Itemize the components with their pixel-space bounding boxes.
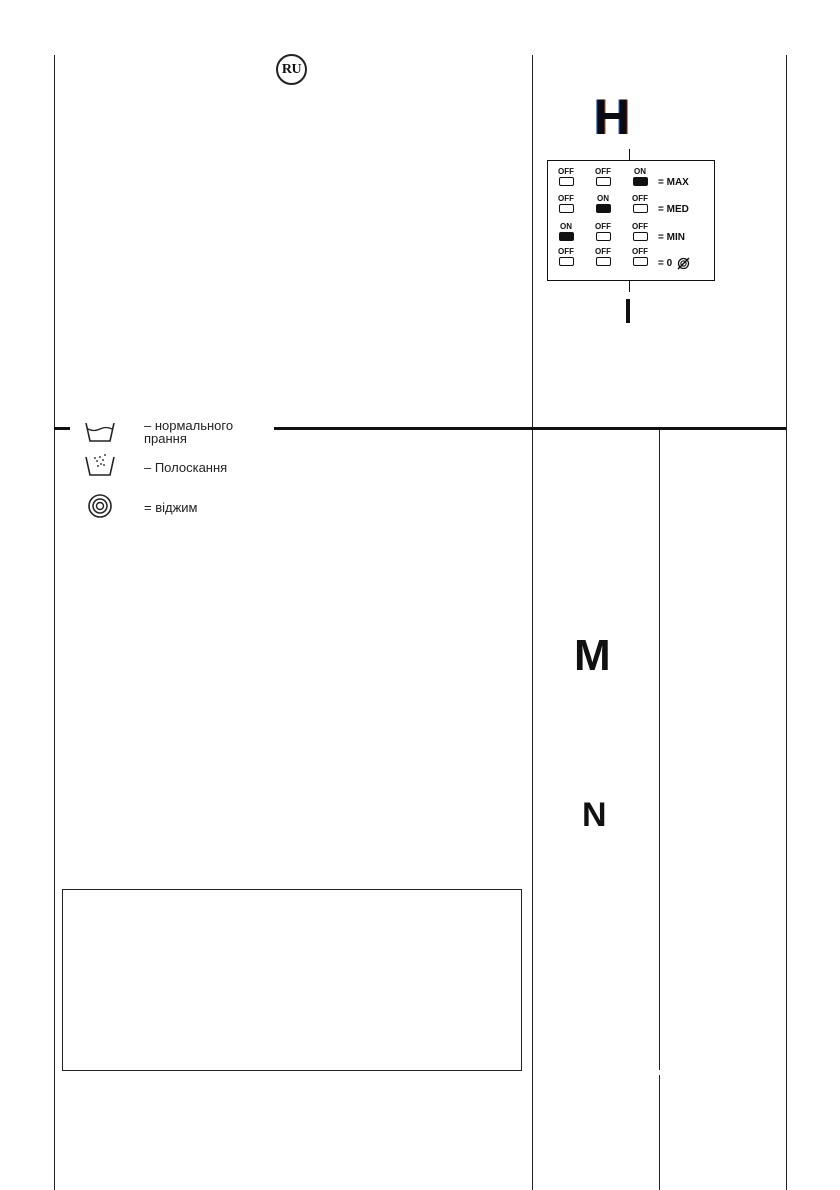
legend-text: – нормального прання: [144, 418, 234, 446]
setting-letter-n: N: [582, 796, 607, 834]
dip-switch: OFF: [630, 194, 650, 213]
dip-switch: OFF: [556, 194, 576, 213]
dip-switch-table: [547, 160, 715, 281]
language-badge: RU: [276, 54, 307, 85]
legend-text: – Полоскання: [144, 460, 228, 475]
column-divider-line: [532, 55, 533, 1190]
dip-switch: OFF: [630, 222, 650, 241]
dip-result-label: = MED: [658, 204, 689, 215]
setting-letter-m: M: [574, 631, 611, 680]
dip-switch: ON: [593, 194, 613, 213]
legend-text: = віджим: [144, 500, 198, 515]
dip-switch: ON: [556, 222, 576, 241]
dip-row-med: [556, 194, 716, 222]
spin-icon: [80, 493, 120, 519]
top-tick-mark: [629, 149, 630, 160]
setting-letter-h: H: [594, 89, 631, 145]
left-margin-line: [54, 55, 55, 1190]
dip-row-zero: [556, 247, 716, 275]
dip-switch: OFF: [593, 167, 613, 186]
legend-item-spin: [80, 493, 198, 519]
right-margin-line: [786, 55, 787, 1190]
dip-switch: OFF: [593, 247, 613, 266]
inner-column-divider-line-lower: [659, 1075, 660, 1190]
dip-switch: OFF: [593, 222, 613, 241]
inner-column-divider-line: [659, 430, 660, 1070]
legend-item-rinse: [80, 451, 228, 477]
dip-row-max: [556, 167, 716, 195]
dip-result-label: = MIN: [658, 232, 685, 243]
setting-letter-i: [626, 299, 630, 323]
legend-item-wash: [80, 418, 234, 446]
dip-result-label: = MAX: [658, 177, 689, 188]
dip-result-label: = 0: [658, 258, 673, 270]
section-divider-left: [54, 427, 70, 430]
bottom-tick-mark: [629, 281, 630, 292]
dip-result-zero: [658, 257, 690, 270]
dip-switch: OFF: [556, 247, 576, 266]
dip-switch: OFF: [556, 167, 576, 186]
dip-switch: ON: [630, 167, 650, 186]
section-divider-right: [274, 427, 786, 430]
notice-box: [62, 889, 522, 1071]
dip-switch: OFF: [630, 247, 650, 266]
wash-tub-icon: [80, 419, 120, 445]
dip-row-min: [556, 222, 716, 250]
rinse-icon: [80, 451, 120, 477]
no-spin-icon: [677, 257, 690, 270]
